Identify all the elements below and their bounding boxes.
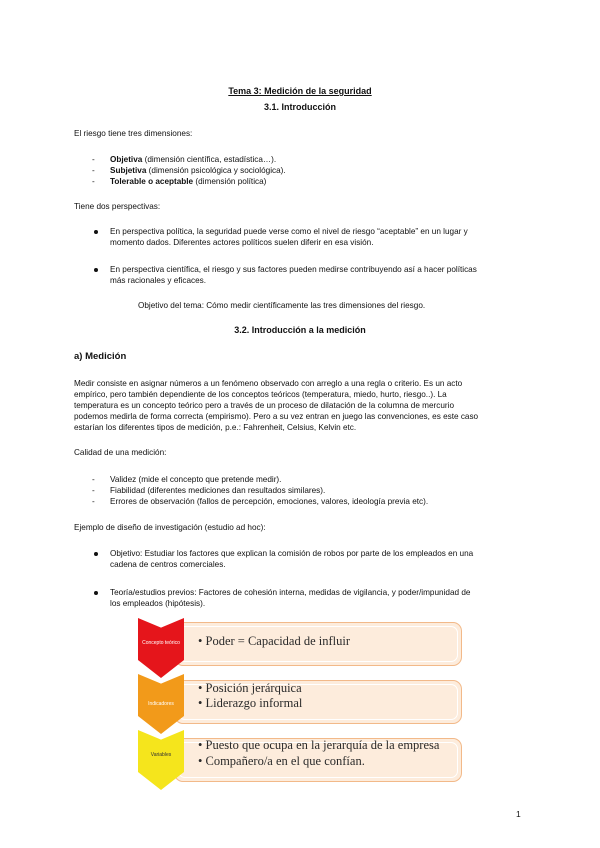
perspective-line: En perspectiva científica, el riesgo y sus factores pueden medirse contribuyendo así a hacer políticas: [110, 265, 477, 274]
perspectives-intro: Tiene dos perspectivas:: [74, 202, 161, 211]
bullet-dot: [94, 230, 98, 234]
measurement-paragraph-line: empírico, pero también dependiente de los conceptos teóricos (temperatura, miedo, hurto, riesgo..). La: [74, 390, 447, 399]
section-3-2-heading: 3.2. Introducción a la medición: [234, 325, 366, 335]
chevron-concept: [138, 618, 184, 678]
dimension-term: Tolerable o aceptable: [110, 177, 194, 186]
quality-intro: Calidad de una medición:: [74, 448, 167, 457]
dimension-desc: (dimensión científica, estadística…).: [142, 155, 277, 164]
bullet-dot: [94, 591, 98, 595]
section-3-1-heading: 3.1. Introducción: [263, 102, 336, 112]
diagram-item: • Poder = Capacidad de influir: [198, 634, 351, 648]
perspective-line: momento dados. Diferentes actores políticos suelen diferir en esa visión.: [110, 238, 374, 247]
bullet-dot: [94, 268, 98, 272]
dimension-desc: (dimensión política): [193, 177, 267, 186]
dash-marker: -: [92, 177, 95, 186]
measurement-paragraph-line: Medir consiste en asignar números a un fenómeno observado con arreglo a una regla o criterio. Es un acto: [74, 379, 463, 388]
quality-item: Fiabilidad (diferentes mediciones dan resultados similares).: [110, 486, 326, 495]
example-intro: Ejemplo de diseño de investigación (estudio ad hoc):: [74, 523, 266, 532]
perspective-line: En perspectiva política, la seguridad puede verse como el nivel de riesgo “aceptable” en un lugar y: [110, 227, 468, 236]
diagram-item: • Posición jerárquica: [198, 681, 302, 695]
dimension-item: [110, 154, 276, 165]
dimensions-intro: El riesgo tiene tres dimensiones:: [74, 129, 193, 138]
chevron-label: Indicadores: [148, 701, 174, 707]
page-title: Tema 3: Medición de la seguridad: [228, 86, 372, 96]
dimension-term: Subjetiva: [110, 166, 147, 175]
dash-marker: -: [92, 486, 95, 495]
measurement-paragraph-line: temperatura es un concepto teórico pero a través de un proceso de dilatación de la columna de mercurio: [74, 401, 455, 410]
example-line: los empleados (hipótesis).: [110, 599, 206, 608]
perspective-line: más racionales y eficaces.: [110, 276, 207, 285]
dash-marker: -: [92, 155, 95, 164]
theme-objective: Objetivo del tema: Cómo medir científicamente las tres dimensiones del riesgo.: [138, 301, 426, 310]
quality-item: Validez (mide el concepto que pretende medir).: [110, 475, 282, 484]
measurement-paragraph-line: estarían los diferentes tipos de medición, p.e.: Fahrenheit, Celsius, Kelvin etc.: [74, 423, 357, 432]
diagram-item: • Puesto que ocupa en la jerarquía de la empresa: [198, 738, 440, 752]
dash-marker: -: [92, 166, 95, 175]
diagram-item: • Compañero/a en el que confían.: [198, 754, 365, 768]
subsection-a-heading: a) Medición: [74, 351, 127, 362]
dimension-term: Objetiva: [110, 155, 143, 164]
chevron-label: Concepto teórico: [142, 640, 180, 646]
example-line: Objetivo: Estudiar los factores que explican la comisión de robos por parte de los empleados en una: [110, 549, 474, 558]
dimension-item: [110, 176, 266, 187]
measurement-paragraph-line: podemos medirla de forma correcta (empirismo). Pero a su vez entran en juego las convenciones, es este caso: [74, 412, 479, 421]
diagram-item: • Liderazgo informal: [198, 696, 303, 710]
page-number: 1: [516, 809, 521, 819]
chevron-variables: [138, 730, 184, 790]
dimension-desc: (dimensión psicológica y sociológica).: [146, 166, 286, 175]
quality-item: Errores de observación (fallos de percepción, emociones, valores, ideología previa etc).: [110, 497, 429, 506]
chevron-label: Variables: [150, 752, 172, 758]
dash-marker: -: [92, 497, 95, 506]
concept-diagram: [138, 618, 464, 792]
example-line: Teoría/estudios previos: Factores de cohesión interna, medidas de vigilancia, y poder/impunidad de: [110, 588, 471, 597]
dash-marker: -: [92, 475, 95, 484]
example-line: cadena de centros comerciales.: [110, 560, 226, 569]
dimension-item: [110, 165, 286, 176]
bullet-dot: [94, 552, 98, 556]
